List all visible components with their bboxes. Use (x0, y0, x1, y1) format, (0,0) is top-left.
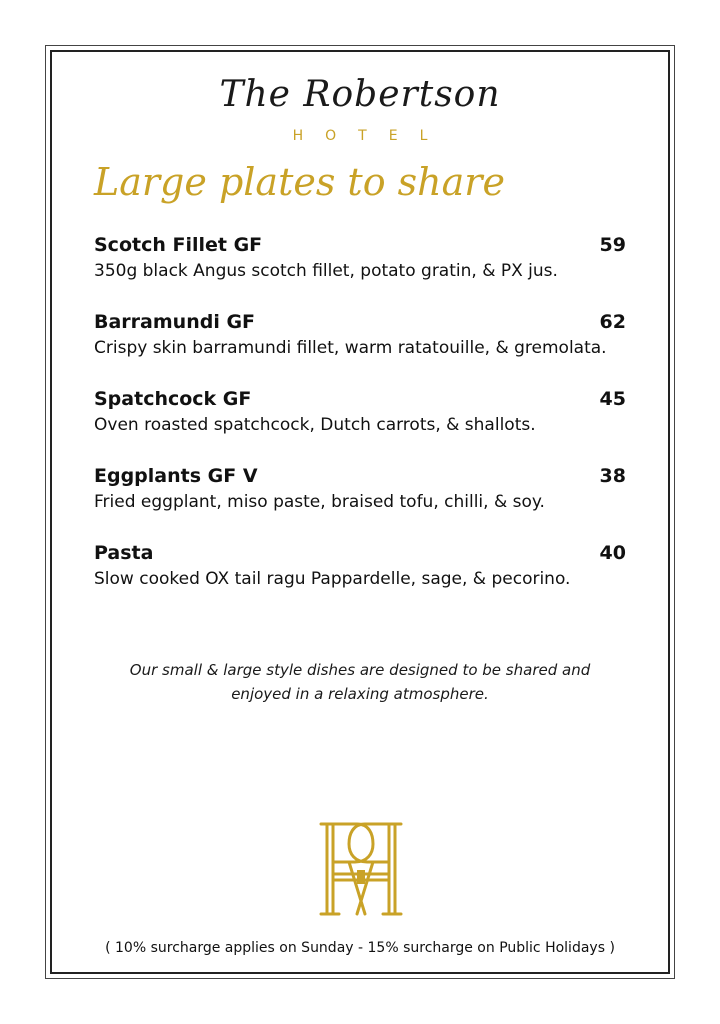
menu-item-name: Eggplants GF V (94, 465, 258, 487)
rr-monogram-logo-icon (313, 818, 409, 924)
menu-item (94, 540, 626, 617)
brand-title: The Robertson (219, 74, 501, 115)
menu-item (94, 232, 626, 309)
menu-item-header (94, 232, 626, 258)
menu-item-description: Slow cooked OX tail ragu Pappardelle, sage, & pecorino. (94, 569, 571, 589)
menu-item-name: Spatchcock GF (94, 388, 252, 410)
menu-item-header (94, 309, 626, 335)
menu-item-name: Pasta (94, 542, 154, 564)
menu-item-price: 40 (599, 542, 626, 564)
menu-item (94, 309, 626, 386)
menu-item-name: Barramundi GF (94, 311, 256, 333)
menu-item (94, 463, 626, 540)
menu-item-price: 45 (599, 388, 626, 410)
menu-item-description: Crispy skin barramundi fillet, warm ratatouille, & gremolata. (94, 338, 607, 358)
menu-item-header (94, 540, 626, 566)
menu-item (94, 386, 626, 463)
menu-item-description: Fried eggplant, miso paste, braised tofu, chilli, & soy. (94, 492, 545, 512)
sharing-note: Our small & large style dishes are designed to be shared and enjoyed in a relaxing atmosphere. (129, 661, 591, 703)
section-title: Large plates to share (94, 160, 505, 204)
menu-item-description: Oven roasted spatchcock, Dutch carrots, & shallots. (94, 415, 536, 435)
menu-item-name: Scotch Fillet GF (94, 234, 263, 256)
menu-item-price: 62 (599, 311, 626, 333)
menu-item-description: 350g black Angus scotch fillet, potato gratin, & PX jus. (94, 261, 558, 281)
menu-item-header (94, 463, 626, 489)
surcharge-notice: ( 10% surcharge applies on Sunday - 15% surcharge on Public Holidays ) (105, 940, 615, 956)
menu-item-price: 59 (599, 234, 626, 256)
menu-item-price: 38 (599, 465, 626, 487)
menu-item-header (94, 386, 626, 412)
menu-list (94, 232, 626, 617)
brand-subtitle: HOTEL (292, 128, 450, 144)
